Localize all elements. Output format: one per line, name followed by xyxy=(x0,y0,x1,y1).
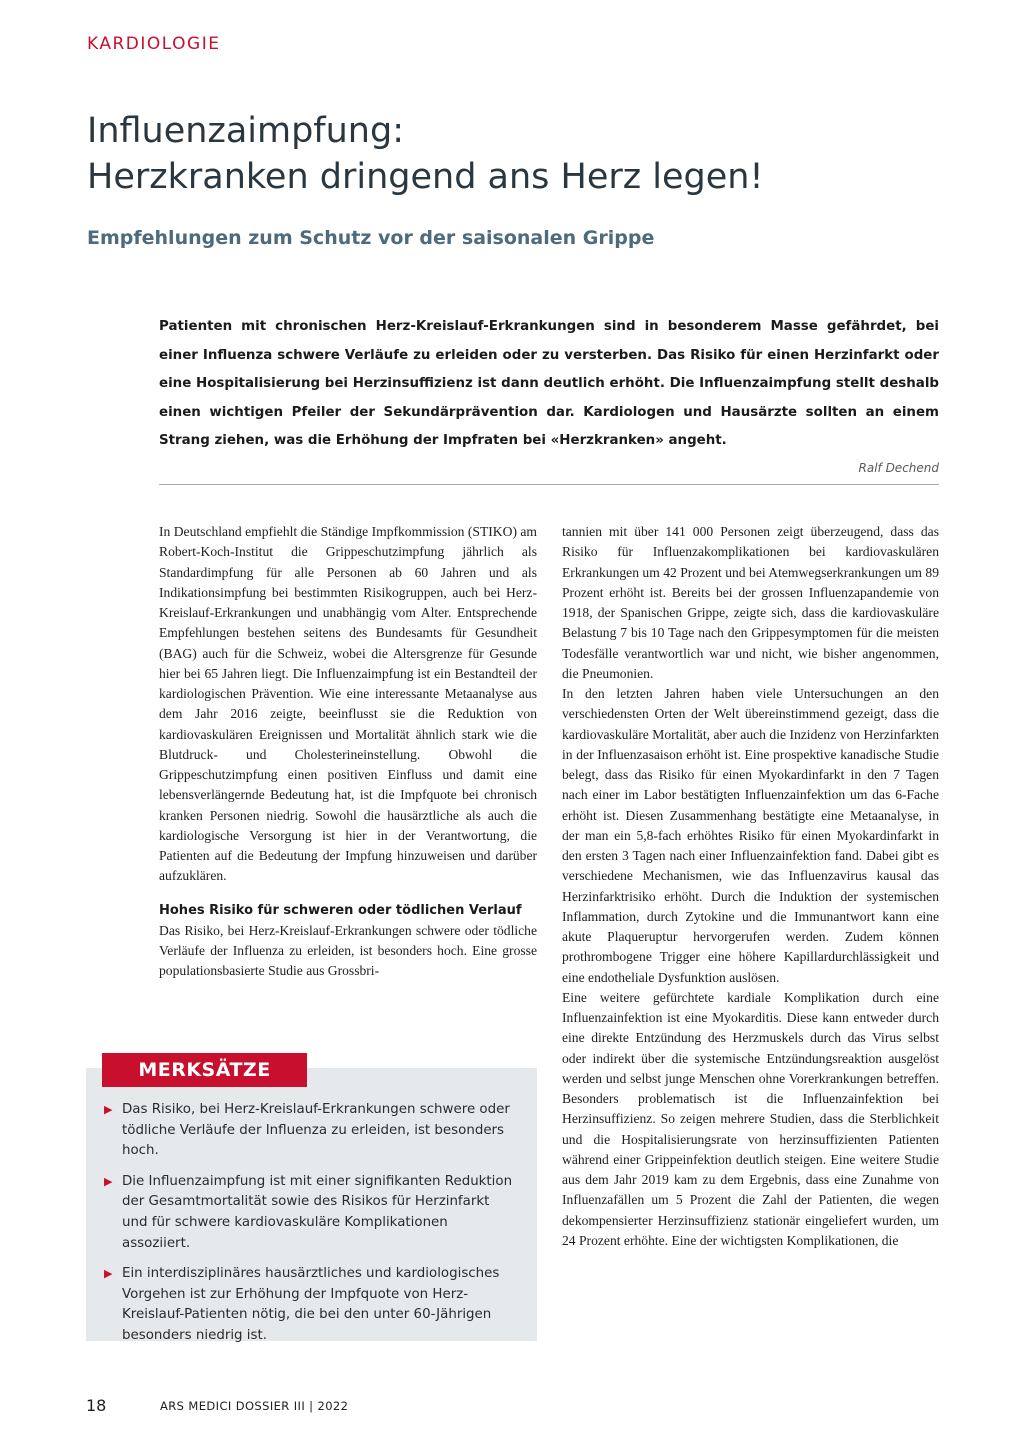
key-point-item xyxy=(104,1172,519,1254)
key-point-item xyxy=(104,1100,519,1162)
arrow-right-icon: ▶ xyxy=(104,1174,113,1188)
body-paragraph: In Deutschland empfiehlt die Ständige Impfkommission (STIKO) am Robert-Koch-Institut die Grippeschutzimpfung jährlich als Standardimpfung für alle Personen ab 60 Jahren und als Indikationsimpfung bei bestimmten Risikogruppen, auch bei Herz-Kreislauf-Erkrankungen und unabhängig vom Alter. Entsprechende Empfehlungen bestehen seitens des Bundesamts für Gesundheit (BAG) auch für die Schweiz, wobei die Altersgrenze für Gesunde hier bei 65 Jahren liegt. Die Influenzaimpfung ist ein Bestandteil der kardiologischen Prävention. Wie eine interessante Metaanalyse aus dem Jahr 2016 zeigte, beeinflusst sie die Reduktion von kardiovaskulären Ereignissen und Mortalität ähnlich stark wie die Blutdruck- und Cholesterineinstellung. Obwohl die Grippeschutzimpfung einen positiven Einfluss und damit eine lebensverlängernde Bedeutung hat, ist die Impfquote bei chronisch kranken Personen niedrig. Sowohl die hausärztliche als auch die kardiologische Versorgung ist hier in der Verantwortung, die Patienten auf die Bedeutung der Impfung hinzuweisen und darüber aufzuklären. xyxy=(159,524,537,884)
key-points-heading: MERKSÄTZE xyxy=(102,1053,307,1087)
title-line-1: Influenzaimpfung: xyxy=(87,111,404,151)
key-point-text: Ein interdisziplinäres hausärztliches und kardiologisches Vorgehen ist zur Erhöhung der Impfquote von Herz-Kreislauf-Patienten nötig, die bei den unter 60-Jährigen besonders niedrig ist. xyxy=(122,1266,500,1343)
body-paragraph: tannien mit über 141 000 Personen zeigt überzeugend, dass das Risiko für Influenzakomplikationen bei kardiovaskulären Erkrankungen um 42 Prozent und bei Atemwegserkrankungen um 89 Prozent erhöht ist. Bereits bei der grossen Influenzapandemie von 1918, der Spanischen Grippe, zeigte sich, dass die kardiovaskuläre Belastung 7 bis 10 Tage nach den Grippesymptomen für die meisten Todesfälle verantwortlich war und nicht, wie bisher angenommen, die Pneumonien. xyxy=(562,524,939,681)
body-paragraph: Eine weitere gefürchtete kardiale Komplikation durch eine Influenzainfektion ist eine Myokarditis. Diese kann entweder durch eine direkte Entzündung des Herzmuskels durch das Virus selbst oder indirekt über die systemische Entzündungsreaktion ausgelöst werden und selbst junge Menschen ohne Vorerkrankungen betreffen. Besonders problematisch ist die Influenzainfektion bei Herzinsuffizienz. So zeigen mehrere Studien, dass die Sterblichkeit und die Hospitalisierungsrate von herzinsuffizienten Patienten während einer Grippeinfektion deutlich steigen. Eine weitere Studie aus dem Jahr 2019 kam zu dem Ergebnis, dass eine Zunahme von Influenzafällen um 5 Prozent die Zahl der Patienten, die wegen dekompensierter Herzinsuffizienz stationär eingeliefert wurden, um 24 Prozent erhöhte. Eine der wichtigsten Komplikationen, die xyxy=(562,989,939,1248)
body-column-right xyxy=(562,522,939,1251)
article-title xyxy=(87,108,947,200)
title-line-2: Herzkranken dringend ans Herz legen! xyxy=(87,157,764,197)
key-point-text: Die Influenzaimpfung ist mit einer signifikanten Reduktion der Gesamtmortalität sowie des Risikos für Herzinfarkt und für schwere kardiovaskuläre Komplikationen assoziiert. xyxy=(122,1173,513,1251)
key-point-text: Das Risiko, bei Herz-Kreislauf-Erkrankungen schwere oder tödliche Verläufe der Influenza zu erleiden, ist besonders hoch. xyxy=(122,1102,510,1159)
lead-paragraph: Patienten mit chronischen Herz-Kreislauf-Erkrankungen sind in besonderem Masse gefährdet, bei einer Influenza schwere Verläufe zu erleiden oder zu versterben. Das Risiko für einen Herzinfarkt oder eine Hospitalisierung bei Herzinsuffizienz ist dann deutlich erhöht. Die Influenzaimpfung stellt deshalb einen wichtigen Pfeiler der Sekundärprävention dar. Kardiologen und Hausärzte sollten an einem Strang ziehen, was die Erhöhung der Impfraten bei «Herzkranken» angeht. xyxy=(159,319,939,449)
journal-name: ARS MEDICI DOSSIER III | 2022 xyxy=(160,1399,349,1413)
body-column-left xyxy=(159,522,537,982)
author-name: Ralf Dechend xyxy=(858,461,939,475)
arrow-right-icon: ▶ xyxy=(104,1267,113,1281)
page-number: 18 xyxy=(86,1396,107,1415)
key-points-list xyxy=(104,1100,519,1357)
body-paragraph: In den letzten Jahren haben viele Untersuchungen an den verschiedensten Orten der Welt übereinstimmend gezeigt, dass die kardiovaskuläre Mortalität, aber auch die Inzidenz von Herzinfarkten in der Influenzasaison erhöht ist. Eine prospektive kanadische Studie belegt, dass das Risiko für einen Myokardinfarkt in den 7 Tagen nach einer im Labor bestätigten Influenzainfektion um das 6-Fache erhöht ist. Diesen Zusammenhang bestätigte eine Metaanalyse, in der man ein 5,8-fach erhöhtes Risiko für einen Myokardinfarkt in den ersten 3 Tagen nach einer Influenzainfektion fand. Dabei gibt es verschiedene Mechanismen, wie das Influenzavirus kausal das Herzinfarktrisiko erhöht. Durch die Induktion der systemischen Inflammation, durch Zytokine und die Immunantwort kann eine akute Plaqueruptur hervorgerufen werden. Zudem können prothrombogene Trigger eine höhere Kapillardurchlässigkeit und eine endotheliale Dysfunktion auslösen. xyxy=(562,686,939,985)
arrow-right-icon: ▶ xyxy=(104,1103,113,1116)
divider xyxy=(159,484,939,485)
section-heading: Hohes Risiko für schweren oder tödlichen Verlauf xyxy=(159,902,522,918)
section-label: KARDIOLOGIE xyxy=(87,34,221,54)
body-paragraph: Das Risiko, bei Herz-Kreislauf-Erkrankungen schwere oder tödliche Verläufe der Influenza zu erleiden, ist besonders hoch. Eine grosse populationsbasierte Studie aus Grossbri- xyxy=(159,922,537,979)
article-subtitle: Empfehlungen zum Schutz vor der saisonalen Grippe xyxy=(87,227,655,249)
key-point-item xyxy=(104,1264,519,1346)
